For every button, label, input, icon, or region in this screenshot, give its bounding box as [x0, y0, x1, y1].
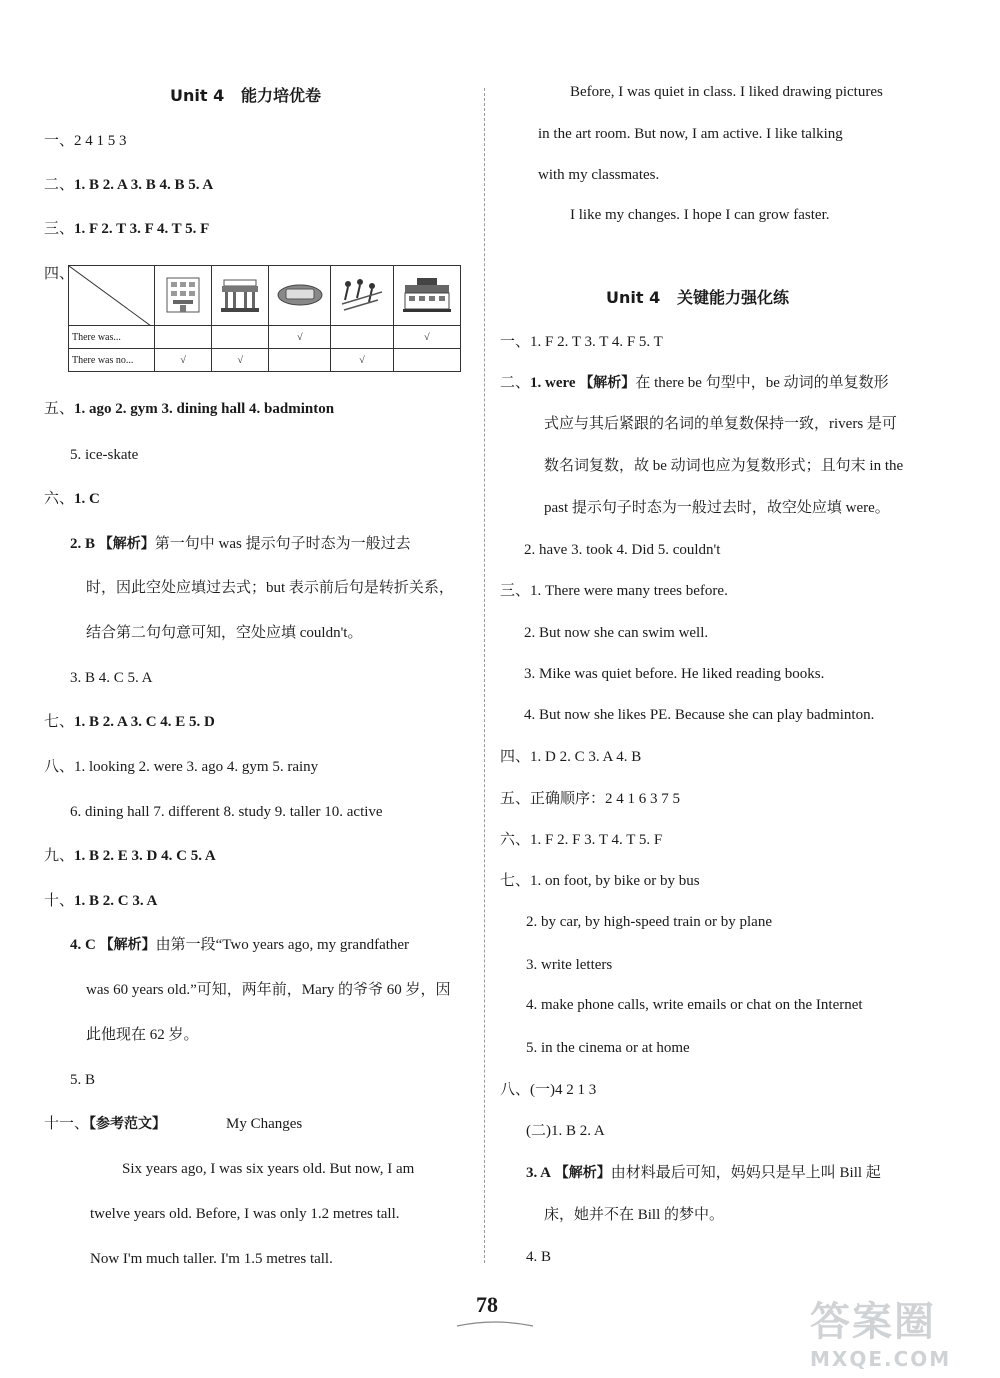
- left-section-10a: [44, 891, 157, 911]
- section-label: 六、: [44, 491, 75, 507]
- mark-cell: √: [212, 349, 269, 372]
- essay-line-6: with my classmates.: [538, 167, 660, 183]
- right-section-3-line3: 3. Mike was quiet before. He liked reading books.: [524, 666, 825, 682]
- library-building-icon: [401, 274, 453, 314]
- mark-cell: √: [155, 349, 212, 372]
- answers: 1. B 2. E 3. D 4. C 5. A: [74, 848, 216, 864]
- essay-line-5: in the art room. But now, I am active. I like talking: [538, 126, 843, 142]
- left-title-unit: Unit 4: [170, 86, 225, 105]
- section-label: 九、: [44, 848, 75, 864]
- answer-number: 1. were: [530, 375, 576, 391]
- picture-cell: [393, 266, 460, 326]
- essay-line-1: Six years ago, I was six years old. But now, I am: [122, 1161, 415, 1177]
- analysis-text: 由第一段“Two years ago, my grandfather: [155, 937, 410, 953]
- answers: 1. B 2. A 3. B 4. B 5. A: [74, 177, 214, 193]
- left-section-1: 一、2 4 1 5 3: [44, 133, 127, 149]
- right-section-2-line2: 式应与其后紧跟的名词的单复数保持一致，rivers 是可: [544, 416, 897, 432]
- answers: 1. looking 2. were 3. ago 4. gym 5. rainy: [74, 759, 319, 775]
- mark-cell: [393, 349, 460, 372]
- right-section-2-line3: 数名词复数，故 be 动词也应为复数形式；且句末 in the: [544, 458, 904, 474]
- right-title-unit: Unit 4: [606, 288, 661, 307]
- section-label: 五、: [44, 401, 75, 417]
- picture-cell: [269, 266, 331, 326]
- left-section-11-head: [44, 1114, 302, 1134]
- section-label: 十一、: [44, 1116, 90, 1132]
- right-section-7-line4: 4. make phone calls, write emails or chat on the Internet: [526, 997, 863, 1013]
- section-label: 十、: [44, 893, 75, 909]
- pool-icon: [276, 279, 324, 309]
- right-section-8d: 4. B: [526, 1249, 552, 1265]
- essay-line-7: I like my changes. I hope I can grow faster.: [570, 207, 830, 223]
- right-section-6: 六、1. F 2. F 3. T 4. T 5. F: [500, 832, 663, 848]
- answer-number: 2. B: [70, 536, 96, 552]
- analysis-text: 在 there be 句型中，be 动词的单复数形: [635, 375, 889, 391]
- students-icon: [338, 274, 386, 314]
- right-section-4: 四、1. D 2. C 3. A 4. B: [500, 749, 642, 765]
- mark-cell: [269, 349, 331, 372]
- section-label: 二、: [44, 177, 75, 193]
- answer-number: 4. C: [70, 937, 96, 953]
- right-section-2-line1: [500, 373, 889, 393]
- left-section-10b-line1: [70, 935, 409, 955]
- answers: 1. F 2. T 3. F 4. T 5. F: [74, 221, 210, 237]
- analysis-tag: 【解析】: [99, 937, 156, 953]
- section-label: 七、: [500, 873, 531, 889]
- left-section-2: [44, 175, 213, 195]
- left-section-10b-line3: 此他现在 62 岁。: [86, 1027, 199, 1043]
- analysis-text: 第一句中 was 提示句子时态为一般过去: [154, 536, 411, 552]
- essay-line-3: Now I'm much taller. I'm 1.5 metres tall.: [90, 1251, 333, 1267]
- right-title-name: 关键能力强化练: [676, 288, 789, 307]
- left-section-9: [44, 846, 216, 866]
- answers: 1. B 2. C 3. A: [74, 893, 158, 909]
- right-section-7-line3: 3. write letters: [526, 957, 613, 973]
- picture-cell: [331, 266, 393, 326]
- right-title: [606, 288, 789, 308]
- analysis-tag: 【解析】: [98, 536, 155, 552]
- page-swoosh-icon: [455, 1318, 535, 1330]
- mark-cell: √: [393, 326, 460, 349]
- right-section-8c-line2: 床，她并不在 Bill 的梦中。: [544, 1207, 725, 1223]
- left-section-8a: [44, 757, 318, 777]
- classroom-building-icon: [161, 272, 205, 316]
- gym-building-icon: [218, 272, 262, 316]
- watermark: [810, 1290, 951, 1371]
- left-section-7: [44, 712, 215, 732]
- essay-line-4: Before, I was quiet in class. I liked drawing pictures: [570, 84, 883, 100]
- right-section-8c-line1: [526, 1163, 881, 1183]
- mark-cell: √: [269, 326, 331, 349]
- table-row: [69, 349, 461, 372]
- section-label: 七、: [44, 714, 75, 730]
- mark-cell: [212, 326, 269, 349]
- left-section-5b: 5. ice-skate: [70, 447, 139, 463]
- mark-cell: √: [331, 349, 393, 372]
- left-title: [170, 86, 321, 106]
- left-section-6b-line1: [70, 534, 411, 554]
- right-section-7-line1: [500, 871, 700, 891]
- right-section-1: 一、1. F 2. T 3. T 4. F 5. T: [500, 334, 663, 350]
- diagonal-header-cell: [69, 266, 155, 326]
- picture-cell: [155, 266, 212, 326]
- answer-number: 3. A: [526, 1165, 552, 1181]
- left-section-8b: 6. dining hall 7. different 8. study 9. taller 10. active: [70, 804, 383, 820]
- row-label: There was no...: [69, 349, 155, 372]
- left-section-6c: 3. B 4. C 5. A: [70, 670, 153, 686]
- answers: 1. C: [74, 491, 100, 507]
- left-section-6a: [44, 489, 100, 509]
- answer-text: 1. There were many trees before.: [530, 583, 728, 599]
- row-label: There was...: [69, 326, 155, 349]
- left-section-4-label: 四、: [44, 266, 75, 282]
- answer-table: [68, 265, 461, 372]
- answers: 1. B 2. A 3. C 4. E 5. D: [74, 714, 215, 730]
- section-label: 三、: [44, 221, 75, 237]
- section-label: 三、: [500, 583, 531, 599]
- section-label: 二、: [500, 375, 531, 391]
- right-section-7-line2: 2. by car, by high-speed train or by plane: [526, 914, 772, 930]
- right-section-3-line1: [500, 581, 728, 601]
- left-title-name: 能力培优卷: [240, 86, 321, 105]
- right-section-7-line5: 5. in the cinema or at home: [526, 1040, 690, 1056]
- left-section-3: [44, 219, 209, 239]
- analysis-tag: 【解析】: [554, 1165, 611, 1181]
- left-section-6b-line2: 时，因此空处应填过去式；but 表示前后句是转折关系，: [86, 580, 454, 596]
- left-section-10c: 5. B: [70, 1072, 96, 1088]
- answer-text: 1. on foot, by bike or by bus: [530, 873, 700, 889]
- answers: 1. ago 2. gym 3. dining hall 4. badminton: [74, 401, 335, 417]
- mark-cell: [155, 326, 212, 349]
- right-section-2-line4: past 提示句子时态为一般过去时，故空处应填 were。: [544, 500, 890, 516]
- right-section-5: 五、正确顺序：2 4 1 6 3 7 5: [500, 791, 681, 807]
- picture-cell: [212, 266, 269, 326]
- right-section-8a: 八、(一)4 2 1 3: [500, 1082, 597, 1098]
- right-section-3-line2: 2. But now she can swim well.: [524, 625, 709, 641]
- watermark-url: MXQE.COM: [810, 1347, 952, 1371]
- sample-essay-tag: 【参考范文】: [89, 1116, 167, 1132]
- table-header-row: [69, 266, 461, 326]
- diagonal-line: [69, 266, 151, 326]
- left-section-10b-line2: was 60 years old.”可知，两年前，Mary 的爷爷 60 岁，因: [86, 982, 451, 998]
- section-label: 八、: [44, 759, 75, 775]
- left-section-6b-line3: 结合第二句句意可知，空处应填 couldn't。: [86, 625, 363, 641]
- analysis-tag: 【解析】: [579, 375, 636, 391]
- page-number: 78: [476, 1292, 498, 1317]
- essay-title: My Changes: [226, 1116, 303, 1132]
- column-divider: [484, 88, 485, 1263]
- essay-line-2: twelve years old. Before, I was only 1.2 metres tall.: [90, 1206, 400, 1222]
- mark-cell: [331, 326, 393, 349]
- watermark-logo: 答案圈: [810, 1299, 936, 1345]
- left-section-5a: [44, 399, 334, 419]
- right-section-3-line4: 4. But now she likes PE. Because she can play badminton.: [524, 707, 875, 723]
- analysis-text: 由材料最后可知，妈妈只是早上叫 Bill 起: [610, 1165, 881, 1181]
- right-section-8b: (二)1. B 2. A: [526, 1123, 605, 1139]
- right-section-2b: 2. have 3. took 4. Did 5. couldn't: [524, 542, 721, 558]
- table-row: [69, 326, 461, 349]
